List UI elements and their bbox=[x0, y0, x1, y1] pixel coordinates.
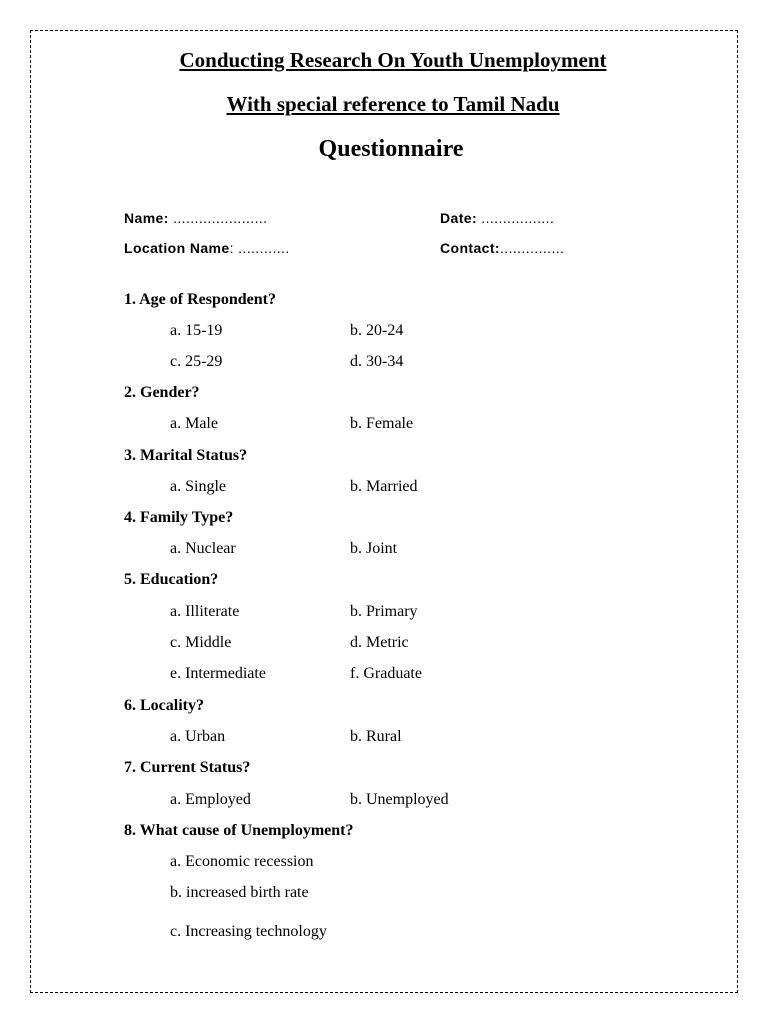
question-5: 5. Education? bbox=[124, 571, 219, 588]
option: f. Graduate bbox=[350, 665, 422, 682]
option: d. Metric bbox=[350, 634, 409, 651]
question-4: 4. Family Type? bbox=[124, 509, 234, 526]
option: c. Increasing technology bbox=[170, 923, 327, 940]
question-7: 7. Current Status? bbox=[124, 759, 251, 776]
option: b. Female bbox=[350, 415, 414, 432]
option: b. 20-24 bbox=[350, 322, 404, 339]
name-blank: ...................... bbox=[168, 210, 268, 226]
location-field bbox=[124, 240, 290, 256]
option: b. Unemployed bbox=[350, 791, 449, 808]
option: a. Male bbox=[170, 415, 218, 432]
questionnaire-heading: Questionnaire bbox=[318, 136, 464, 162]
question-3: 3. Marital Status? bbox=[124, 447, 248, 464]
location-blank: : ............ bbox=[229, 240, 290, 256]
document-title: Conducting Research On Youth Unemployment bbox=[179, 48, 607, 72]
question-1: 1. Age of Respondent? bbox=[124, 291, 277, 308]
option: c. 25-29 bbox=[170, 353, 223, 370]
question-8: 8. What cause of Unemployment? bbox=[124, 822, 354, 839]
date-label: Date: bbox=[440, 210, 478, 226]
option: b. Married bbox=[350, 478, 418, 495]
contact-field bbox=[440, 240, 564, 256]
contact-label: Contact: bbox=[440, 240, 500, 256]
option: e. Intermediate bbox=[170, 665, 266, 682]
option: b. Rural bbox=[350, 728, 402, 745]
option: a. Single bbox=[170, 478, 226, 495]
option: a. Urban bbox=[170, 728, 226, 745]
option: b. increased birth rate bbox=[170, 884, 309, 901]
question-6: 6. Locality? bbox=[124, 697, 204, 714]
option: a. Illiterate bbox=[170, 603, 240, 620]
option: b. Primary bbox=[350, 603, 418, 620]
option: a. Economic recession bbox=[170, 853, 314, 870]
option: a. 15-19 bbox=[170, 322, 223, 339]
option: a. Employed bbox=[170, 791, 251, 808]
name-field bbox=[124, 210, 267, 226]
option: a. Nuclear bbox=[170, 540, 236, 557]
option: c. Middle bbox=[170, 634, 232, 651]
name-label: Name: bbox=[124, 210, 169, 226]
option: d. 30-34 bbox=[350, 353, 404, 370]
location-label: Location Name bbox=[124, 240, 230, 256]
question-2: 2. Gender? bbox=[124, 384, 200, 401]
date-field bbox=[440, 210, 554, 226]
option: b. Joint bbox=[350, 540, 398, 557]
contact-blank: ............... bbox=[499, 240, 565, 256]
date-blank: ................. bbox=[477, 210, 555, 226]
document-subtitle: With special reference to Tamil Nadu bbox=[226, 92, 560, 116]
